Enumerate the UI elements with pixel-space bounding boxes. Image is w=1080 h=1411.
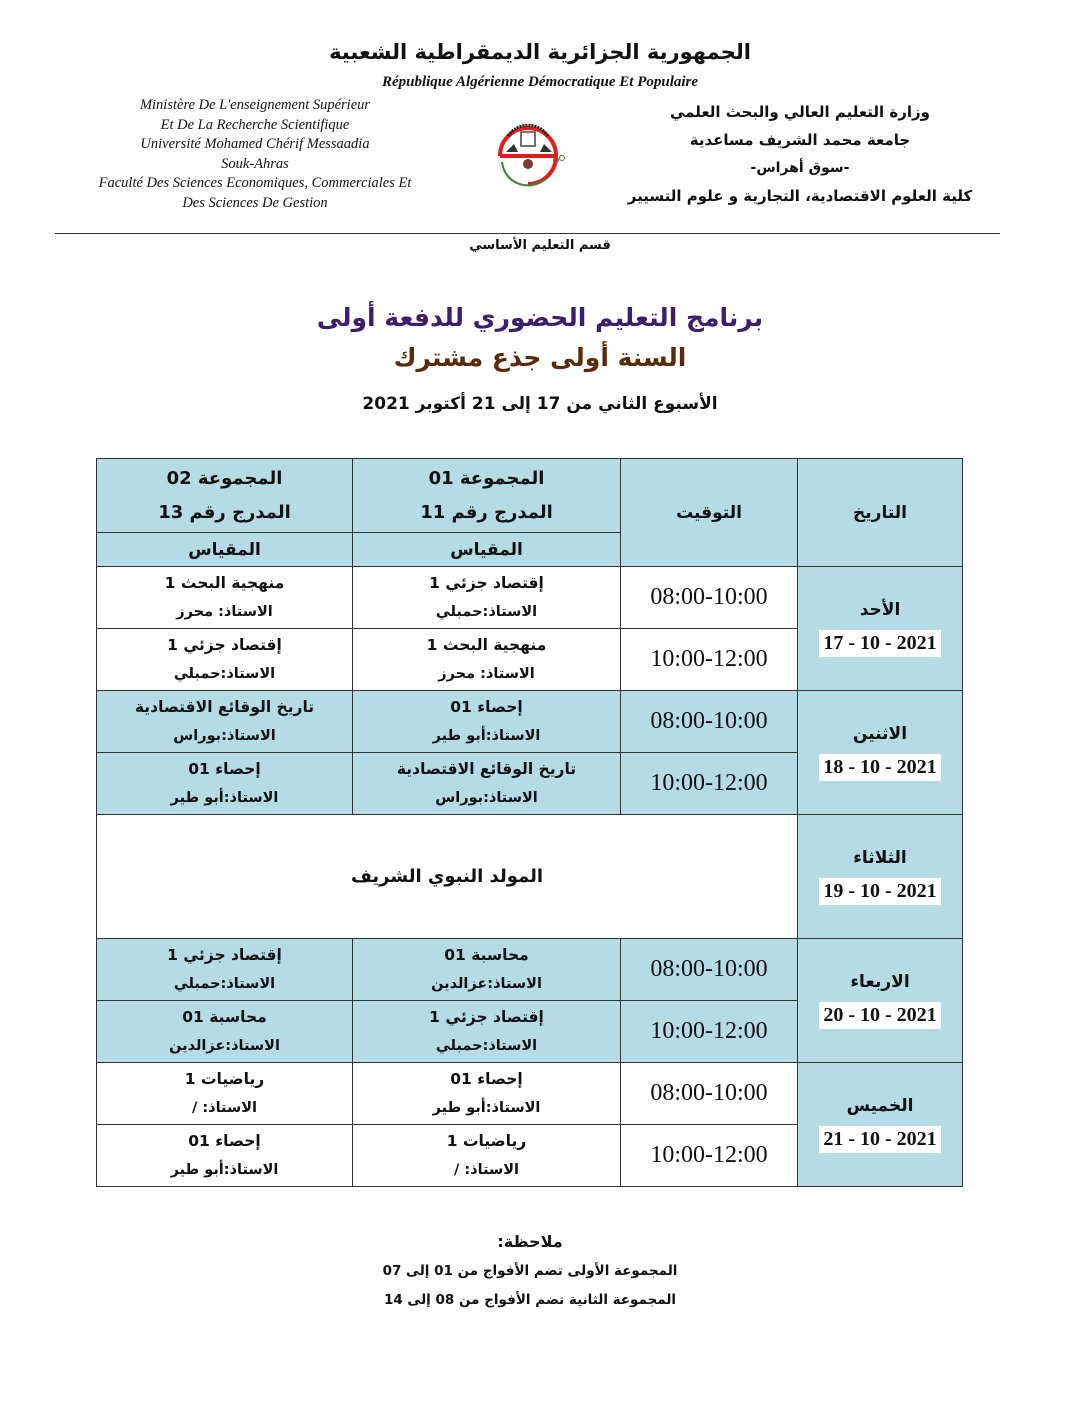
session-professor: الاستاذ: / [454,1161,519,1178]
city-line-arabic: -سوق أهراس- [750,160,850,176]
group1-session [353,1125,621,1187]
day-cell [798,939,963,1063]
time-slot: 10:00-12:00 [621,1001,798,1063]
ministry-line-2: Et De La Recherche Scientifique [160,116,350,133]
group2-session [97,1125,353,1187]
program-title: برنامج التعليم الحضوري للدفعة أولى [316,303,764,332]
day-name: الاربعاء [850,972,910,992]
session-professor: الاستاذ:حمبلي [173,975,276,992]
group2-session [97,939,353,1001]
day-date: 20 - 10 - 2021 [819,1002,940,1029]
session-professor: الاستاذ: / [192,1099,257,1116]
day-name: الاثنين [852,724,908,744]
session-subject: منهجية البحث 1 [164,573,285,592]
session-subject: إحصاء 01 [450,1069,523,1088]
week-subtitle: الأسبوع الثاني من 17 إلى 21 أكتوبر 2021 [362,394,718,414]
department-label: قسم التعليم الأساسي [469,238,611,253]
header-module-g1: المقياس [353,533,621,567]
faculty-line: Faculté Des Sciences Economiques, Commerciales Et [98,175,412,192]
header-group1 [353,459,621,533]
session-professor: الاستاذ:بوراس [435,789,538,806]
session-subject: رياضيات 1 [184,1069,265,1088]
group1-session [353,753,621,815]
group2-session [97,629,353,691]
session-subject: إقتصاد جزئي 1 [167,945,282,964]
session-professor: الاستاذ:أبو طير [432,1099,541,1116]
session-subject: محاسبة 01 [444,945,529,964]
session-subject: تاريخ الوقائع الاقتصادية [134,697,315,716]
day-cell [798,815,963,939]
session-subject: تاريخ الوقائع الاقتصادية [396,759,577,778]
schedule-row [97,567,963,629]
day-name: الخميس [846,1096,914,1116]
group1-session [353,567,621,629]
day-date: 18 - 10 - 2021 [819,754,940,781]
time-slot: 08:00-10:00 [621,567,798,629]
group1-session [353,629,621,691]
faculty-line-arabic: كلية العلوم الاقتصادية، التجارية و علوم التسيير [627,187,973,205]
header-arabic-block [610,98,990,210]
group2-session [97,691,353,753]
day-cell [798,567,963,691]
session-professor: الاستاذ: محرز [438,665,535,682]
republic-title-arabic: الجمهورية الجزائرية الديمقراطية الشعبية [329,40,751,64]
day-name: الأحد [859,600,901,620]
group2-room: المدرج رقم 13 [158,501,291,523]
header-time: التوقيت [621,459,798,567]
schedule-row-holiday [97,815,963,939]
time-slot: 08:00-10:00 [621,1063,798,1125]
session-professor: الاستاذ:عزالدين [431,975,542,992]
session-subject: إقتصاد جزئي 1 [167,635,282,654]
republic-title-french: République Algérienne Démocratique Et Populaire [381,74,699,90]
group1-session [353,939,621,1001]
schedule-row [97,939,963,1001]
group2-label: المجموعة 02 [166,467,283,489]
schedule-row [97,1063,963,1125]
group1-room: المدرج رقم 11 [420,501,553,523]
time-slot: 10:00-12:00 [621,1125,798,1187]
day-date: 21 - 10 - 2021 [819,1126,940,1153]
header-module-g2: المقياس [97,533,353,567]
session-subject: محاسبة 01 [182,1007,267,1026]
time-slot: 08:00-10:00 [621,939,798,1001]
session-professor: الاستاذ:حمبلي [435,603,538,620]
session-professor: الاستاذ: محرز [176,603,273,620]
time-slot: 08:00-10:00 [621,691,798,753]
ministry-line-arabic: وزارة التعليم العالي والبحث العلمي [669,103,931,121]
header-group2 [97,459,353,533]
session-professor: الاستاذ:أبو طير [432,727,541,744]
time-slot: 10:00-12:00 [621,753,798,815]
schedule-table [96,458,963,1187]
session-professor: الاستاذ:بوراس [173,727,276,744]
day-cell [798,691,963,815]
group1-session [353,691,621,753]
city-line: Souk-Ahras [221,155,289,172]
group2-session [97,567,353,629]
university-seal-icon [488,118,570,192]
group1-session [353,1001,621,1063]
session-professor: الاستاذ:أبو طير [170,789,279,806]
session-professor: الاستاذ:أبو طير [170,1161,279,1178]
group1-label: المجموعة 01 [428,467,545,489]
note-line: المجموعة الأولى تضم الأفواج من 01 إلى 07 [382,1263,678,1279]
group1-session [353,1063,621,1125]
session-subject: إقتصاد جزئي 1 [429,573,544,592]
session-subject: رياضيات 1 [446,1131,527,1150]
day-date: 19 - 10 - 2021 [819,878,940,905]
session-subject: إحصاء 01 [188,1131,261,1150]
session-subject: منهجية البحث 1 [426,635,547,654]
day-cell [798,1063,963,1187]
session-professor: الاستاذ:حمبلي [173,665,276,682]
day-name: الثلاثاء [853,848,907,868]
schedule-row [97,691,963,753]
holiday-cell: المولد النبوي الشريف [97,815,798,939]
note-line: المجموعة الثانية تضم الأفواج من 08 إلى 14 [383,1292,677,1308]
year-title: السنة أولى جذع مشترك [393,343,687,372]
session-professor: الاستاذ:عزالدين [169,1037,280,1054]
session-subject: إحصاء 01 [188,759,261,778]
header-date: التاريخ [798,459,963,567]
group2-session [97,1001,353,1063]
note-title: ملاحظة: [497,1232,563,1251]
faculty-line-2: Des Sciences De Gestion [182,194,328,211]
group2-session [97,1063,353,1125]
session-subject: إحصاء 01 [450,697,523,716]
university-line: Université Mohamed Chérif Messaadia [140,136,370,153]
time-slot: 10:00-12:00 [621,629,798,691]
header-divider [55,233,1000,234]
university-line-arabic: جامعة محمد الشريف مساعدية [689,131,911,149]
header-french-block [55,96,455,214]
ministry-line: Ministère De L'enseignement Supérieur [139,97,371,113]
session-subject: إقتصاد جزئي 1 [429,1007,544,1026]
day-date: 17 - 10 - 2021 [819,630,940,657]
session-professor: الاستاذ:حمبلي [435,1037,538,1054]
group2-session [97,753,353,815]
